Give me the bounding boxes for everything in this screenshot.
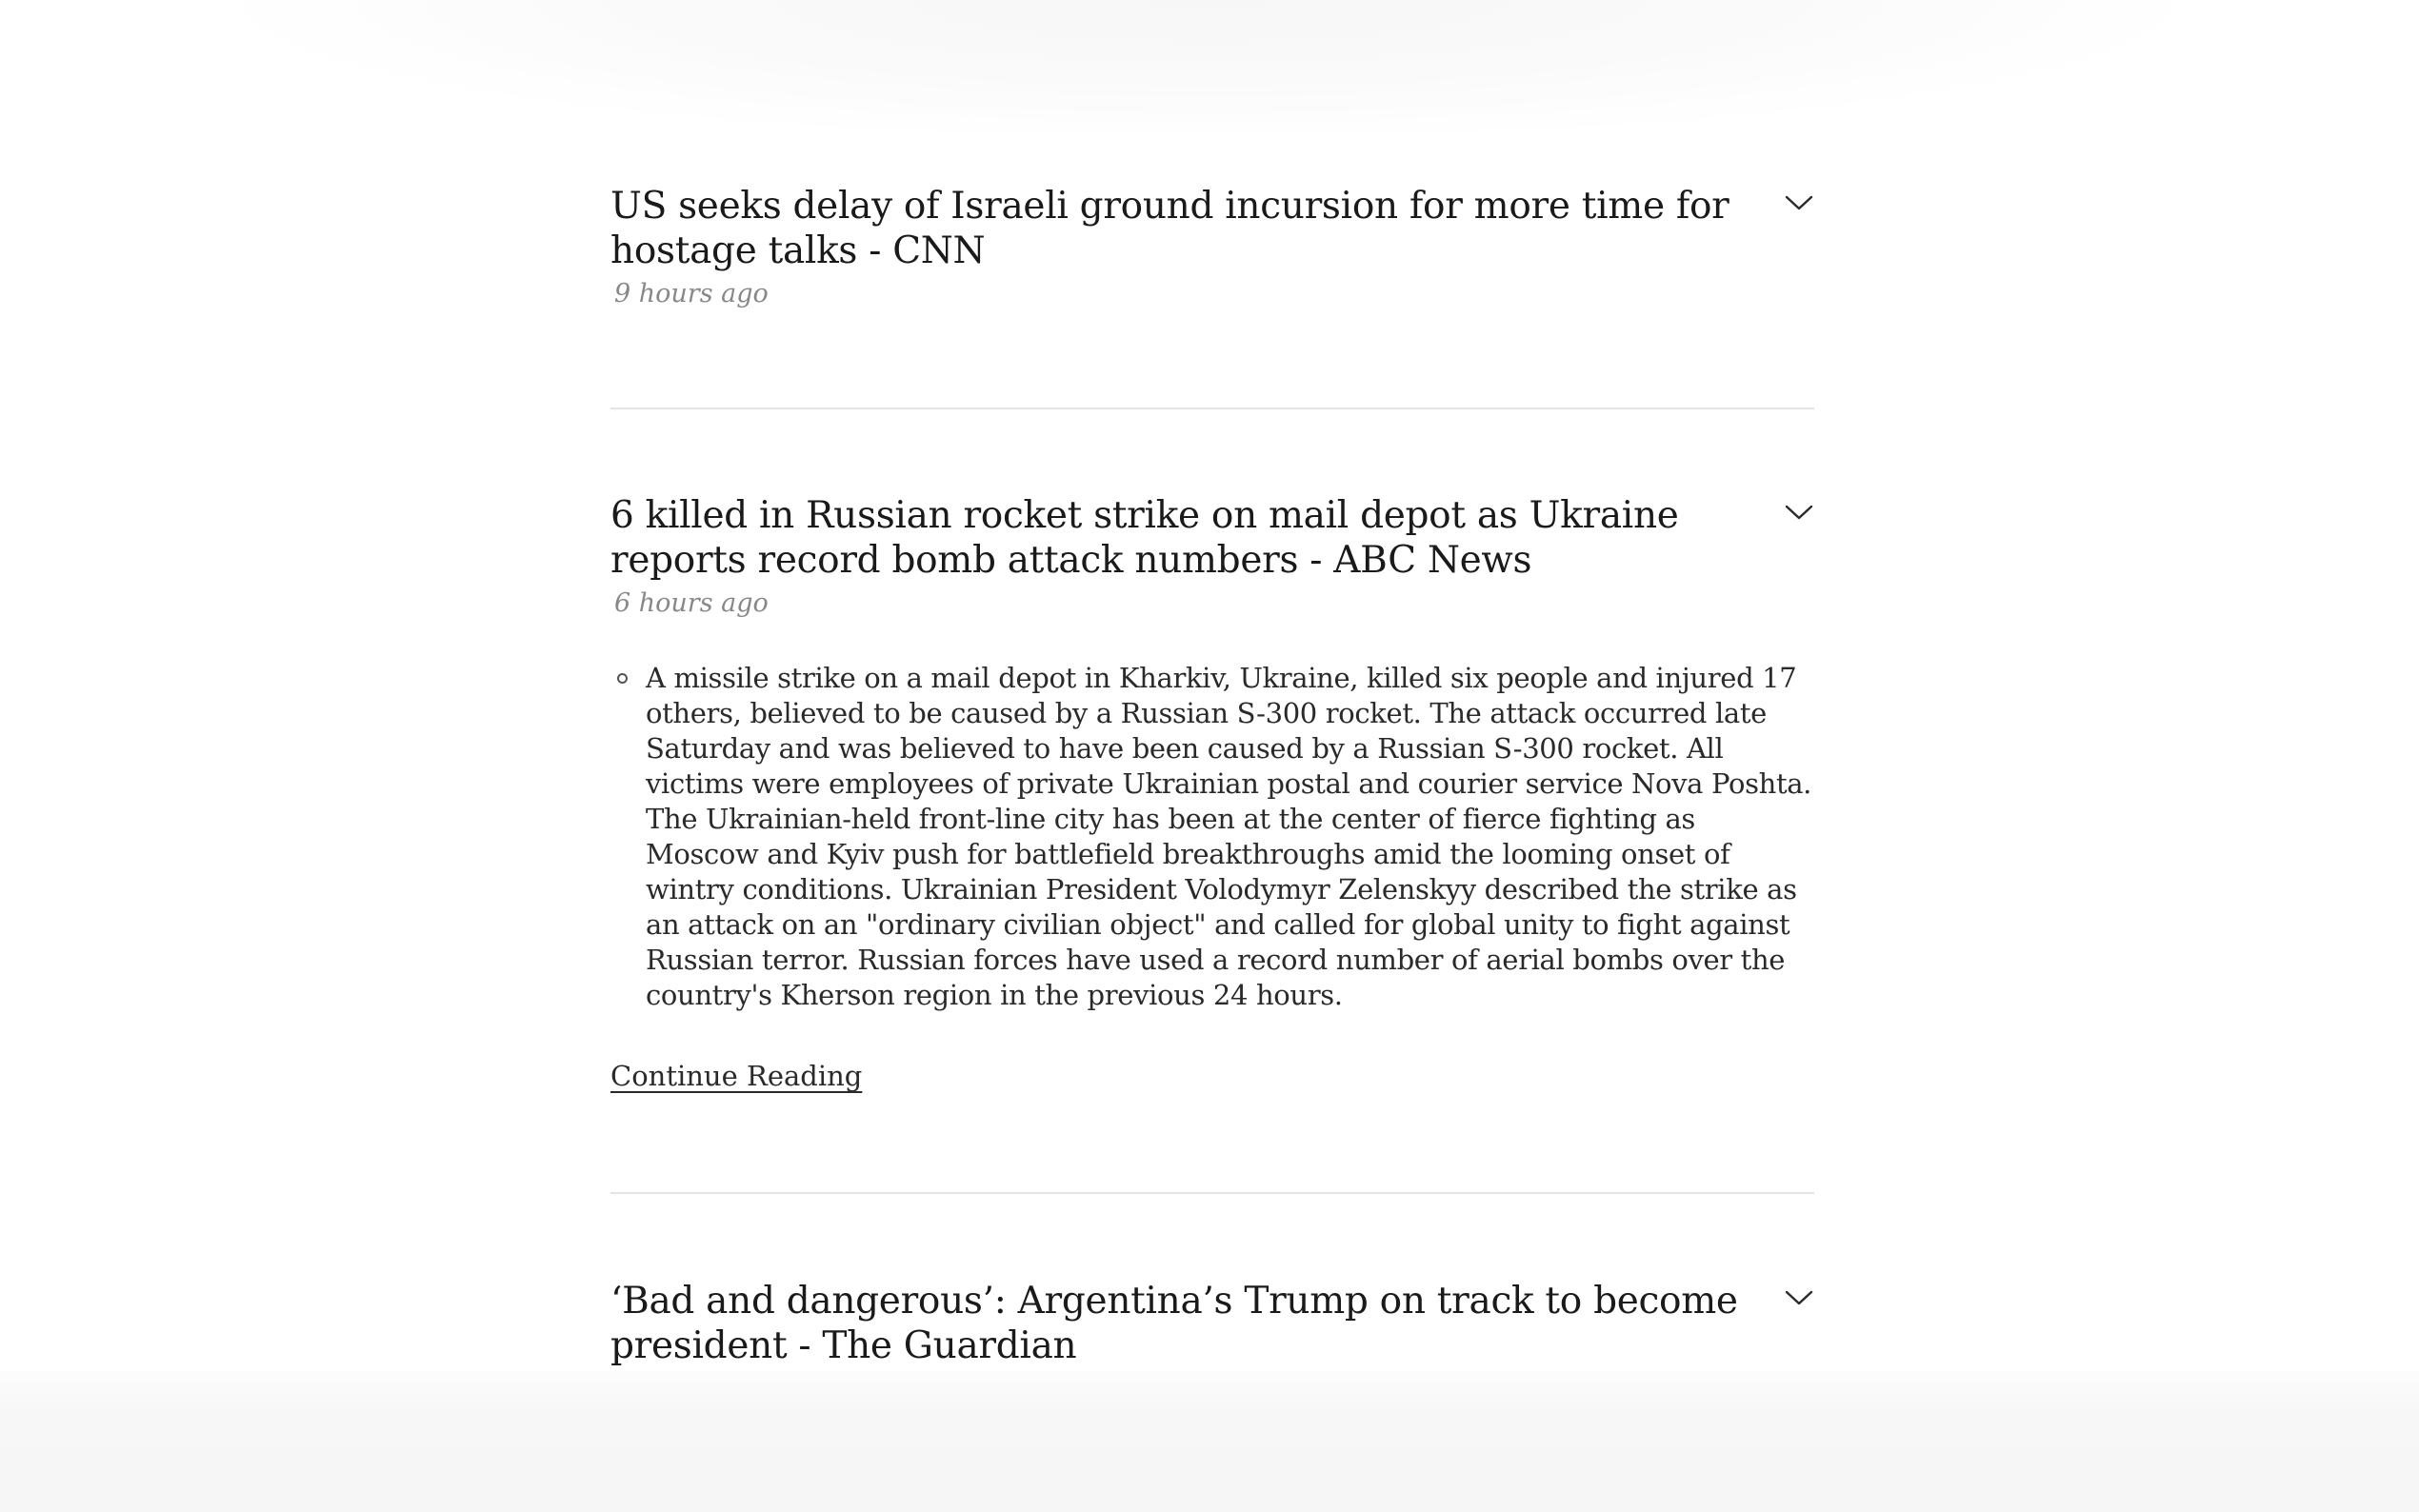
article-title[interactable]: ‘Bad and dangerous’: Argentina’s Trump on track to become president - The Guardian xyxy=(610,1280,1738,1367)
article-header[interactable] xyxy=(610,493,1814,583)
article-divider xyxy=(610,1192,1814,1194)
chevron-down-icon[interactable] xyxy=(1784,1286,1814,1309)
article-divider xyxy=(610,408,1814,409)
news-feed xyxy=(610,0,1814,1512)
article-summary xyxy=(610,661,1814,1013)
bottom-fade-overlay xyxy=(0,1371,2419,1512)
chevron-down-icon[interactable] xyxy=(1784,191,1814,214)
bullet-circle-icon xyxy=(617,673,628,684)
article-item xyxy=(610,493,1814,1093)
chevron-down-icon[interactable] xyxy=(1784,501,1814,524)
article-timestamp: 6 hours ago xyxy=(614,588,769,618)
article-item xyxy=(610,1279,1814,1368)
article-header[interactable] xyxy=(610,1279,1814,1368)
continue-reading-link[interactable]: Continue Reading xyxy=(610,1060,863,1092)
article-header[interactable] xyxy=(610,184,1814,273)
article-title[interactable]: US seeks delay of Israeli ground incursion for more time for hostage talks - CNN xyxy=(610,185,1729,272)
article-timestamp: 9 hours ago xyxy=(614,279,769,308)
summary-text: A missile strike on a mail depot in Kharkiv, Ukraine, killed six people and injured 17 others, believed to be caused by a Russian S-300 rocket. The attack occurred late Saturday and was believed to have been caused by a Russian S-300 rocket. All victims were employees of private Ukrainian postal and courier service Nova Poshta. The Ukrainian-held front-line city has been at the center of fierce fighting as Moscow and Kyiv push for battlefield breakthroughs amid the looming onset of wintry conditions. Ukrainian President Volodymyr Zelenskyy described the strike as an attack on an "ordinary civilian object" and called for global unity to fight against Russian terror. Russian forces have used a record number of aerial bombs over the country's Kherson region in the previous 24 hours. xyxy=(646,662,1812,1011)
article-item xyxy=(610,184,1814,313)
article-title[interactable]: 6 killed in Russian rocket strike on mail depot as Ukraine reports record bomb attack numbers - ABC News xyxy=(610,494,1679,582)
